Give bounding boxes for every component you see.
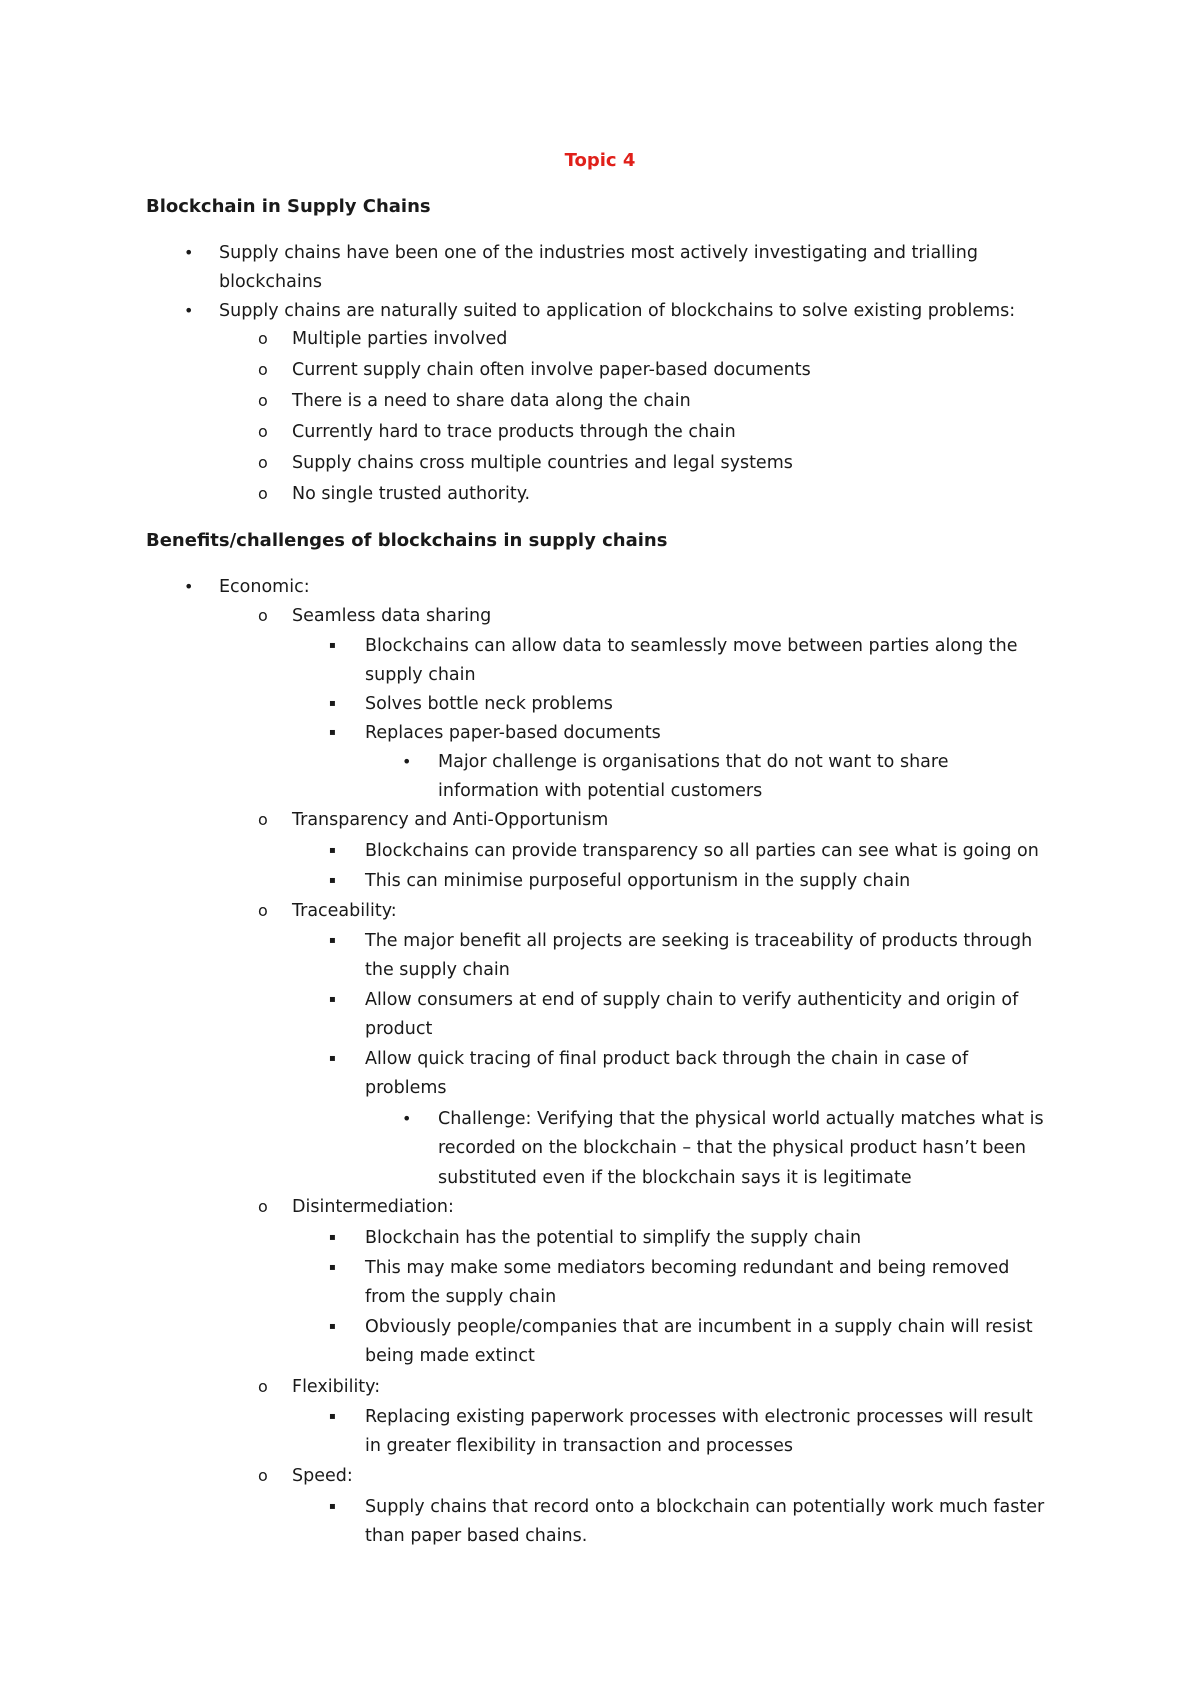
- sub-list-item: Traceability:: [292, 901, 397, 921]
- circle-bullet-icon: o: [258, 1377, 268, 1396]
- circle-bullet-icon: o: [258, 901, 268, 920]
- list-item: Supply chains have been one of the industries most actively investigating and trialling: [219, 243, 978, 263]
- list-item-continued: than paper based chains.: [365, 1526, 588, 1546]
- sub-sub-list-item: Allow quick tracing of final product back through the chain in case of: [365, 1049, 969, 1069]
- sub-sub-list-item: Blockchains can allow data to seamlessly move between parties along the: [365, 636, 1018, 656]
- square-bullet-icon: ▪: [329, 1411, 336, 1422]
- list-item-continued: supply chain: [365, 665, 476, 685]
- bullet-icon: •: [402, 752, 412, 771]
- circle-bullet-icon: o: [258, 453, 268, 472]
- circle-bullet-icon: o: [258, 1197, 268, 1216]
- list-item: Economic:: [219, 577, 310, 597]
- page-title: Topic 4: [564, 150, 636, 171]
- sub-sub-list-item: Blockchain has the potential to simplify the supply chain: [365, 1228, 862, 1248]
- circle-bullet-icon: o: [258, 810, 268, 829]
- circle-bullet-icon: o: [258, 360, 268, 379]
- circle-bullet-icon: o: [258, 606, 268, 625]
- list-item-continued: being made extinct: [365, 1346, 535, 1366]
- circle-bullet-icon: o: [258, 484, 268, 503]
- sub-sub-list-item: Obviously people/companies that are incumbent in a supply chain will resist: [365, 1317, 1033, 1337]
- square-bullet-icon: ▪: [329, 640, 336, 651]
- circle-bullet-icon: o: [258, 422, 268, 441]
- square-bullet-icon: ▪: [329, 994, 336, 1005]
- sub-sub-list-item: This can minimise purposeful opportunism in the supply chain: [365, 871, 911, 891]
- section-heading-benefits: Benefits/challenges of blockchains in supply chains: [146, 530, 668, 551]
- sub-list-item: There is a need to share data along the chain: [292, 391, 691, 411]
- sub-list-item: Seamless data sharing: [292, 606, 492, 626]
- sub-sub-list-item: Solves bottle neck problems: [365, 694, 613, 714]
- bullet-icon: •: [184, 301, 194, 320]
- sub-list-item: Transparency and Anti-Opportunism: [292, 810, 609, 830]
- circle-bullet-icon: o: [258, 329, 268, 348]
- square-bullet-icon: ▪: [329, 1232, 336, 1243]
- circle-bullet-icon: o: [258, 391, 268, 410]
- bullet-icon: •: [184, 243, 194, 262]
- sub-list-item: Disintermediation:: [292, 1197, 454, 1217]
- list-item-continued: the supply chain: [365, 960, 510, 980]
- deep-list-item: Major challenge is organisations that do not want to share: [438, 752, 949, 772]
- sub-sub-list-item: Allow consumers at end of supply chain to verify authenticity and origin of: [365, 990, 1019, 1010]
- list-item-continued: substituted even if the blockchain says it is legitimate: [438, 1168, 912, 1188]
- square-bullet-icon: ▪: [329, 1262, 336, 1273]
- square-bullet-icon: ▪: [329, 1053, 336, 1064]
- square-bullet-icon: ▪: [329, 1501, 336, 1512]
- sub-sub-list-item: Replacing existing paperwork processes with electronic processes will result: [365, 1407, 1033, 1427]
- square-bullet-icon: ▪: [329, 698, 336, 709]
- list-item-continued: recorded on the blockchain – that the physical product hasn’t been: [438, 1138, 1026, 1158]
- list-item-continued: information with potential customers: [438, 781, 763, 801]
- sub-list-item: Speed:: [292, 1466, 353, 1486]
- list-item: Supply chains are naturally suited to application of blockchains to solve existing problems:: [219, 301, 1016, 321]
- list-item-continued: problems: [365, 1078, 447, 1098]
- list-item-continued: in greater flexibility in transaction and processes: [365, 1436, 794, 1456]
- sub-sub-list-item: The major benefit all projects are seeking is traceability of products through: [365, 931, 1033, 951]
- square-bullet-icon: ▪: [329, 727, 336, 738]
- deep-list-item: Challenge: Verifying that the physical world actually matches what is: [438, 1109, 1044, 1129]
- list-item-continued: blockchains: [219, 272, 322, 292]
- square-bullet-icon: ▪: [329, 875, 336, 886]
- sub-list-item: Flexibility:: [292, 1377, 381, 1397]
- sub-sub-list-item: Replaces paper-based documents: [365, 723, 661, 743]
- square-bullet-icon: ▪: [329, 1321, 336, 1332]
- bullet-icon: •: [184, 577, 194, 596]
- sub-list-item: Supply chains cross multiple countries and legal systems: [292, 453, 793, 473]
- sub-list-item: Currently hard to trace products through the chain: [292, 422, 736, 442]
- square-bullet-icon: ▪: [329, 935, 336, 946]
- list-item-continued: product: [365, 1019, 433, 1039]
- bullet-icon: •: [402, 1109, 412, 1128]
- sub-sub-list-item: Supply chains that record onto a blockchain can potentially work much faster: [365, 1497, 1045, 1517]
- square-bullet-icon: ▪: [329, 845, 336, 856]
- sub-list-item: Current supply chain often involve paper-based documents: [292, 360, 811, 380]
- sub-list-item: Multiple parties involved: [292, 329, 508, 349]
- section-heading-blockchain: Blockchain in Supply Chains: [146, 196, 431, 217]
- list-item-continued: from the supply chain: [365, 1287, 557, 1307]
- sub-sub-list-item: Blockchains can provide transparency so all parties can see what is going on: [365, 841, 1039, 861]
- circle-bullet-icon: o: [258, 1466, 268, 1485]
- sub-sub-list-item: This may make some mediators becoming redundant and being removed: [365, 1258, 1010, 1278]
- sub-list-item: No single trusted authority.: [292, 484, 531, 504]
